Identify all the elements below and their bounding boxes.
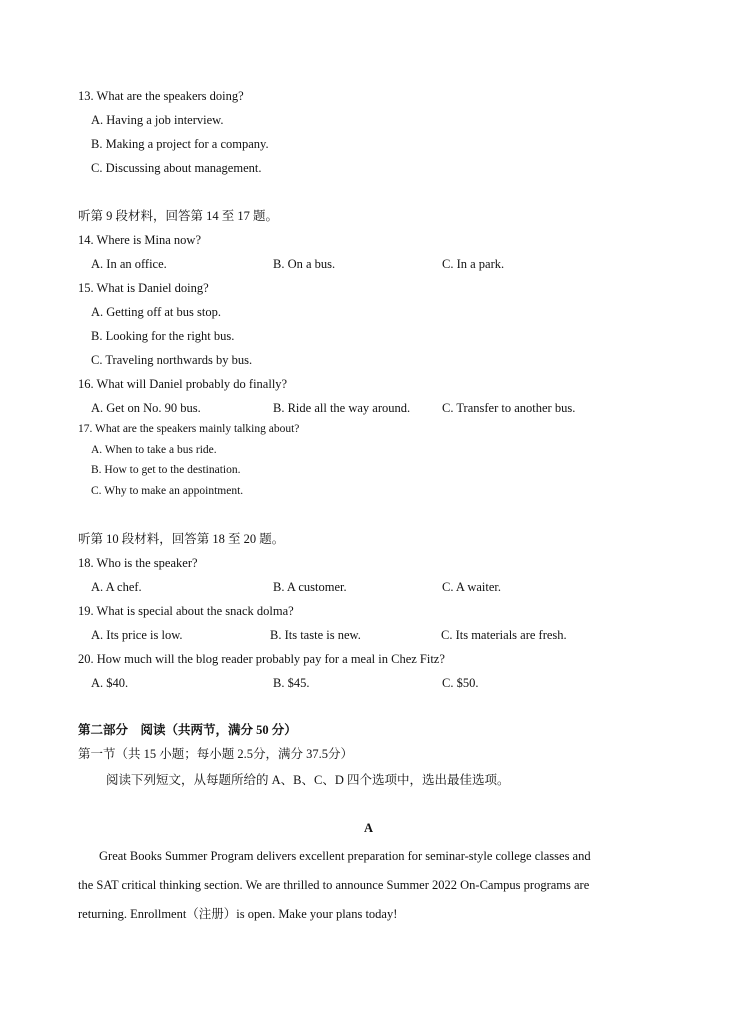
reading-instruction: 阅读下列短文，从每题所给的 A、B、C、D 四个选项中，选出最佳选项。 <box>106 773 510 787</box>
q17-option-b: B. How to get to the destination. <box>91 464 241 476</box>
q14-option-c: C. In a park. <box>442 257 505 271</box>
question-18: 18. Who is the speaker? <box>78 556 198 570</box>
passage-a-line-3: returning. Enrollment（注册）is open. Make your plans today! <box>78 907 398 921</box>
q14-option-a: A. In an office. <box>91 257 167 271</box>
part-2-heading: 第二部分 阅读（共两节，满分 50 分） <box>78 723 297 737</box>
part-2-subheading: 第一节（共 15 小题；每小题 2.5分，满分 37.5分） <box>78 747 354 761</box>
passage-label: A <box>363 821 374 835</box>
question-13: 13. What are the speakers doing? <box>78 89 244 103</box>
q15-option-b: B. Looking for the right bus. <box>91 329 235 343</box>
q15-option-a: A. Getting off at bus stop. <box>91 305 221 319</box>
q15-option-c: C. Traveling northwards by bus. <box>91 353 253 367</box>
q18-option-b: B. A customer. <box>273 580 347 594</box>
q16-option-c: C. Transfer to another bus. <box>442 401 576 415</box>
q19-option-b: B. Its taste is new. <box>270 628 361 642</box>
q13-option-c: C. Discussing about management. <box>91 161 262 175</box>
q18-option-c: C. A waiter. <box>442 580 502 594</box>
q17-option-c: C. Why to make an appointment. <box>91 485 244 497</box>
section-10-instruction: 听第 10 段材料，回答第 18 至 20 题。 <box>78 532 285 546</box>
passage-a-line-1: Great Books Summer Program delivers excellent preparation for seminar-style college classes and <box>99 849 591 863</box>
q14-option-b: B. On a bus. <box>273 257 336 271</box>
question-20: 20. How much will the blog reader probably pay for a meal in Chez Fitz? <box>78 652 445 666</box>
section-9-instruction: 听第 9 段材料，回答第 14 至 17 题。 <box>78 209 279 223</box>
q20-option-b: B. $45. <box>273 676 310 690</box>
question-14: 14. Where is Mina now? <box>78 233 202 247</box>
question-19: 19. What is special about the snack dolma? <box>78 604 294 618</box>
q20-option-c: C. $50. <box>442 676 479 690</box>
question-17: 17. What are the speakers mainly talking about? <box>78 423 300 435</box>
q19-option-c: C. Its materials are fresh. <box>441 628 567 642</box>
question-15: 15. What is Daniel doing? <box>78 281 209 295</box>
q13-option-b: B. Making a project for a company. <box>91 137 269 151</box>
q17-option-a: A. When to take a bus ride. <box>91 444 217 456</box>
q19-option-a: A. Its price is low. <box>91 628 183 642</box>
q13-option-a: A. Having a job interview. <box>91 113 224 127</box>
q20-option-a: A. $40. <box>91 676 129 690</box>
question-16: 16. What will Daniel probably do finally? <box>78 377 288 391</box>
q18-option-a: A. A chef. <box>91 580 142 594</box>
q16-option-a: A. Get on No. 90 bus. <box>91 401 201 415</box>
passage-a-line-2: the SAT critical thinking section. We are thrilled to announce Summer 2022 On-Campus programs are <box>78 878 590 892</box>
q16-option-b: B. Ride all the way around. <box>273 401 411 415</box>
